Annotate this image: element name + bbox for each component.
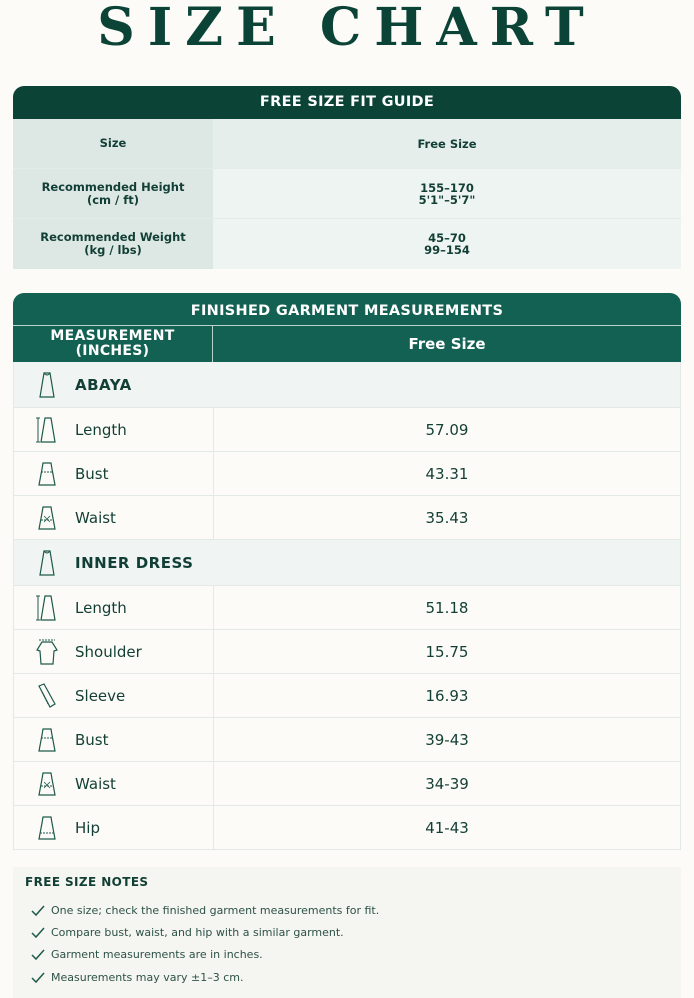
page-title: SIZE CHART (97, 0, 597, 58)
check-icon (31, 949, 45, 961)
note-text: Compare bust, waist, and hip with a similar garment. (51, 926, 344, 939)
fit-value-line: 45–70 (428, 231, 466, 245)
measurement-value: 41-43 (425, 818, 469, 837)
hip-icon (36, 814, 58, 842)
sleeve-icon (36, 682, 58, 710)
waist-icon (36, 770, 58, 798)
measurement-cell (14, 762, 214, 805)
note-text: Garment measurements are in inches. (51, 948, 263, 961)
fit-value (213, 119, 681, 168)
fit-label (13, 219, 213, 269)
note-text: Measurements may vary ±1–3 cm. (51, 971, 244, 984)
measurement-label: Length (75, 420, 127, 439)
measurement-column-line: (INCHES) (75, 343, 150, 359)
note-item (31, 904, 379, 917)
measurement-label: Hip (75, 818, 100, 837)
table-row (14, 630, 680, 674)
free-size-column-header: Free Size (408, 335, 486, 353)
measurement-label: Sleeve (75, 686, 126, 705)
table-row (14, 718, 680, 762)
measurement-label: Shoulder (75, 642, 142, 661)
table-row (14, 806, 680, 850)
measurements-table (13, 293, 681, 850)
note-item (31, 926, 344, 939)
waist-icon (36, 504, 58, 532)
measurement-value: 35.43 (425, 508, 469, 527)
fit-value (213, 219, 681, 269)
fit-value-line: 99–154 (424, 243, 470, 257)
measurement-column-header (13, 326, 213, 362)
table-row (14, 452, 680, 496)
notes-panel (13, 867, 681, 998)
fit-label: Size (13, 119, 213, 168)
measurement-label: Bust (75, 464, 109, 483)
section-row (14, 362, 680, 408)
measurement-label: Bust (75, 730, 109, 749)
fit-value-line: 5'1"–5'7" (418, 192, 476, 207)
measurements-column-headers (13, 326, 681, 362)
measurement-value: 51.18 (425, 598, 469, 617)
measurement-cell (14, 674, 214, 717)
measurement-cell (14, 630, 214, 673)
bust-icon (36, 726, 58, 754)
fit-label (13, 169, 213, 218)
measurement-value: 43.31 (425, 464, 469, 483)
check-icon (31, 927, 45, 939)
measurement-value: 15.75 (425, 642, 469, 661)
bust-icon (36, 460, 58, 488)
shoulder-icon (36, 638, 58, 666)
fit-row-size (13, 119, 681, 169)
section-row (14, 540, 680, 586)
measurement-cell (14, 806, 214, 849)
length-icon (36, 594, 58, 622)
note-item (31, 971, 243, 984)
measurements-heading: FINISHED GARMENT MEASUREMENTS (13, 293, 681, 326)
measurement-cell (14, 586, 214, 629)
fit-label-line: Recommended Height (cm / ft) (41, 179, 185, 207)
measurement-label: Length (75, 598, 127, 617)
check-icon (31, 905, 45, 917)
measurement-value: 16.93 (425, 686, 469, 705)
measurement-cell (14, 718, 214, 761)
section-label: ABAYA (75, 375, 132, 394)
fit-guide-heading: FREE SIZE FIT GUIDE (13, 86, 681, 119)
table-row (14, 762, 680, 806)
measurement-cell (14, 452, 214, 495)
abaya-icon (36, 371, 58, 399)
measurement-column-line: MEASUREMENT (50, 328, 175, 344)
fit-guide-table (13, 86, 681, 269)
measurement-value: 34-39 (425, 774, 469, 793)
note-text: One size; check the finished garment measurements for fit. (51, 904, 380, 917)
measurement-cell (14, 408, 214, 451)
fit-label-line: Recommended Weight (kg / lbs) (40, 230, 186, 257)
table-row (14, 586, 680, 630)
fit-row-height (13, 169, 681, 219)
table-row (14, 674, 680, 718)
section-label: INNER DRESS (75, 553, 194, 572)
fit-value-line: 155–170 (420, 180, 474, 195)
fit-row-weight (13, 219, 681, 269)
notes-heading: FREE SIZE NOTES (25, 875, 149, 889)
measurement-label: Waist (75, 508, 116, 527)
measurement-value: 39-43 (425, 730, 469, 749)
measurement-value: 57.09 (425, 420, 469, 439)
table-row (14, 408, 680, 452)
fit-value (213, 169, 681, 218)
length-icon (36, 416, 58, 444)
measurement-label: Waist (75, 774, 116, 793)
note-item (31, 948, 263, 961)
measurement-cell (14, 496, 214, 539)
fit-value-line: Free Size (417, 136, 477, 151)
dress-icon (36, 549, 58, 577)
check-icon (31, 972, 45, 984)
measurements-body (13, 362, 681, 850)
table-row (14, 496, 680, 540)
